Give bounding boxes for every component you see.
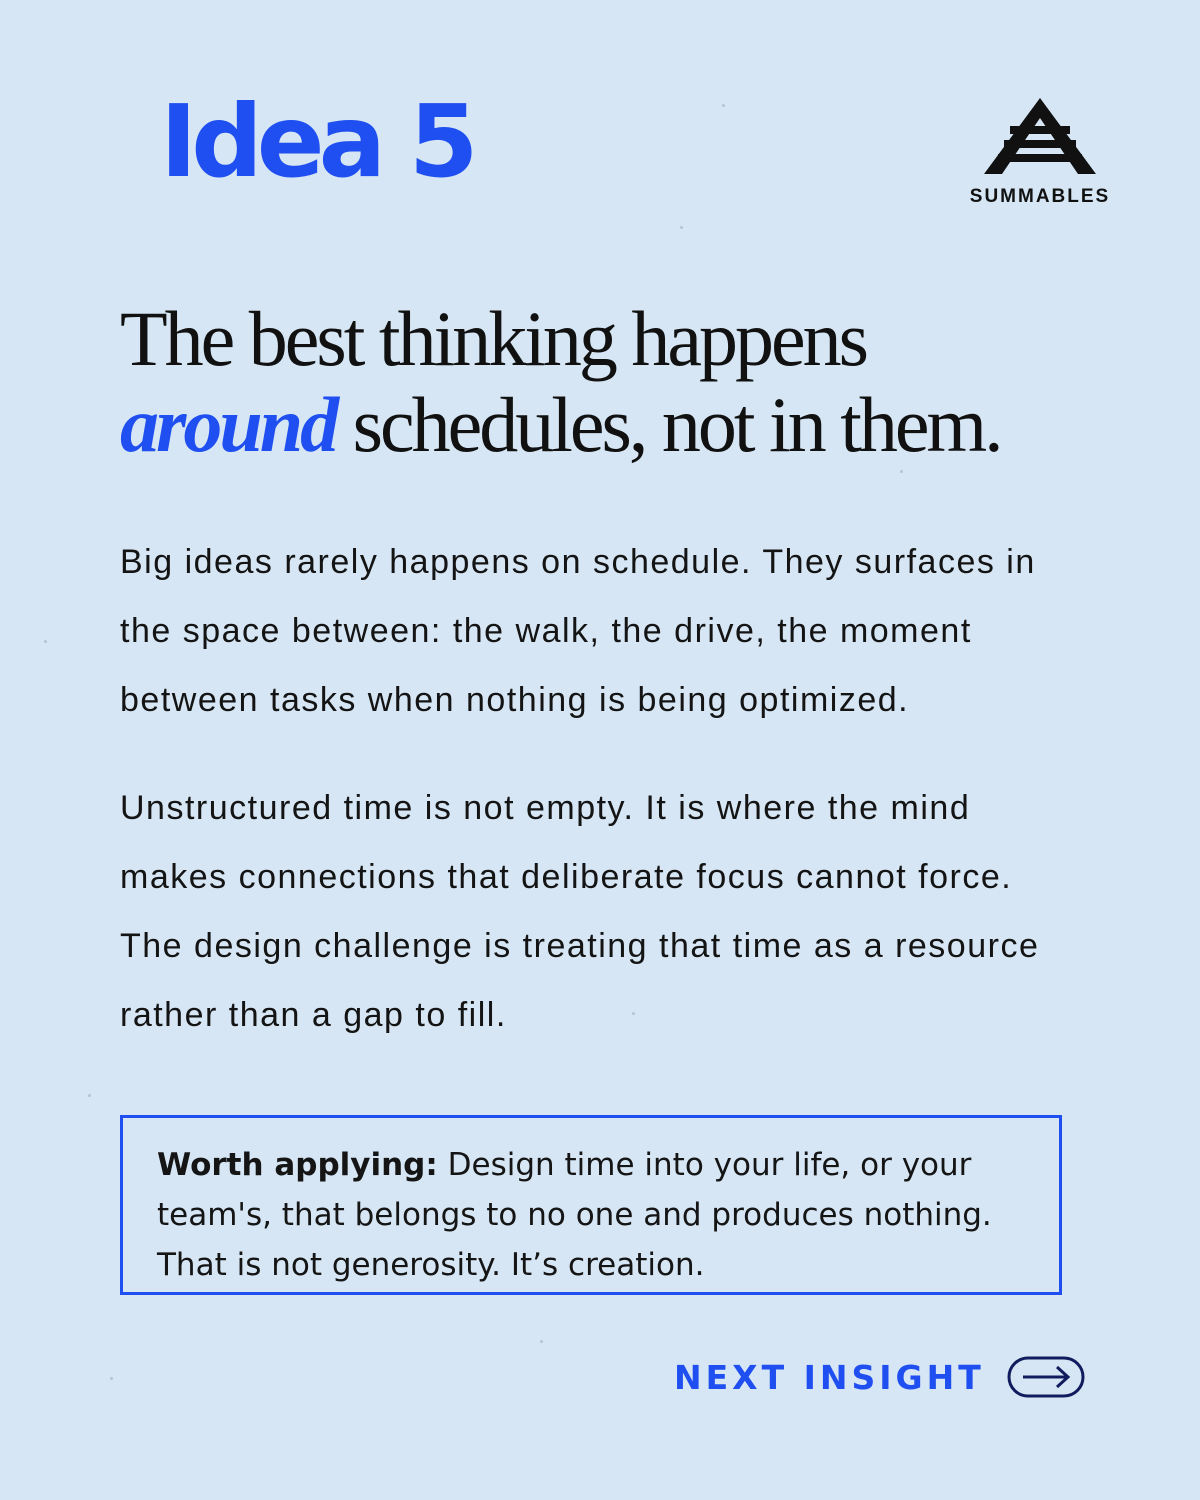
body-paragraph-2: Unstructured time is not empty. It is where the mind makes connections that deliberate focus cannot force. The design challenge is treating that time as a resource rather than a gap to fill. xyxy=(120,789,1040,1034)
headline-accent: around xyxy=(120,381,337,468)
paper-speck xyxy=(110,1377,113,1380)
paper-speck xyxy=(680,226,683,229)
paper-speck xyxy=(900,470,903,473)
idea-title: Idea 5 xyxy=(160,83,473,200)
paper-speck xyxy=(88,1094,91,1097)
next-insight-button[interactable] xyxy=(674,1355,1085,1399)
summables-logo-icon xyxy=(980,96,1100,176)
headline xyxy=(120,296,1140,468)
callout-label: Worth applying: xyxy=(157,1147,438,1183)
paper-speck xyxy=(540,1340,543,1343)
arrow-right-icon xyxy=(1007,1355,1085,1399)
headline-line1: The best thinking happens xyxy=(120,295,867,382)
brand-logo xyxy=(960,96,1120,208)
headline-line2: schedules, not in them. xyxy=(352,381,1001,468)
paper-speck xyxy=(44,640,47,643)
callout-text: Design time into your life, or your team's, that belongs to no one and produces nothing. That is not generosity. It’s creation. xyxy=(157,1147,992,1283)
brand-name: SUMMABLES xyxy=(969,186,1111,207)
next-insight-label: NEXT INSIGHT xyxy=(674,1357,985,1397)
paper-speck xyxy=(722,104,725,107)
body-paragraph-1: Big ideas rarely happens on schedule. They surfaces in the space between: the walk, the drive, the moment between tasks when nothing is being optimized. xyxy=(120,543,1036,719)
worth-applying-callout xyxy=(120,1115,1062,1295)
